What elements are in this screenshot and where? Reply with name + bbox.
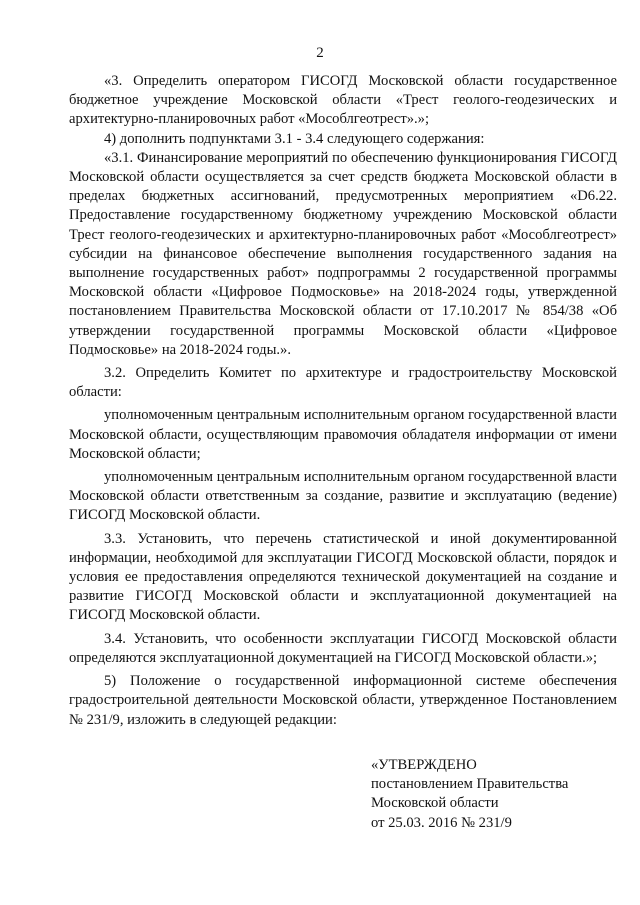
paragraph-operator: «3. Определить оператором ГИСОГД Московской области государственное бюджетное учреждение Московской области «Трест геолого-геодезических и архитектурно-планировочных работ «Мособлгеотрест».»; (69, 73, 617, 128)
paragraph-3-2-committee: 3.2. Определить Комитет по архитектуре и градостроительству Московской области: (69, 365, 617, 401)
paragraph-3-4-exploitation: 3.4. Установить, что особенности эксплуатации ГИСОГД Московской области определяются эксплуатационной документацией на ГИСОГД Московской области.»; (69, 630, 617, 666)
approval-block (371, 756, 621, 833)
paragraph-authorized-responsible: уполномоченным центральным исполнительным органом государственной власти Московской области ответственным за создание, развитие и эксплуатацию (ведение) ГИСОГД Московской области. (69, 469, 617, 524)
paragraph-3-3-information: 3.3. Установить, что перечень статистической и иной документированной информации, необходимой для эксплуатации ГИСОГД Московской области, порядок и условия ее предоставления определяются технической документацией на создание и развитие ГИСОГД Московской области и эксплуатационной документацией на ГИСОГД Московской области. (69, 530, 617, 624)
paragraph-add-subitems: 4) дополнить подпунктами 3.1 - 3.4 следующего содержания: (104, 130, 485, 147)
page-number: 2 (316, 45, 324, 61)
document-body (69, 72, 617, 730)
approval-issuer: постановлением Правительства (371, 776, 569, 793)
paragraph-3-1-financing: «3.1. Финансирование мероприятий по обеспечению функционирования ГИСОГД Московской области осуществляется за счет средств бюджета Московской области в пределах бюджетных ассигнований, предусмотренных мероприятием «D6.22. Предоставление государственному бюджетному учреждению Московской области Трест геолого-геодезических и архитектурно-планировочных работ «Мособлгеотрест» субсидии на финансовое обеспечение выполнения государственного задания на выполнение государственных работ» подпрограммы 2 государственной программы Московской области «Цифровое Подмосковье» на 2018-2024 годы, утвержденной постановлением Правительства Московской области от 17.10.2017 № 854/38 «Об утверждении государственной программы Московской области «Цифровое Подмосковье» на 2018-2024 годы.». (69, 149, 617, 358)
approval-region: Московской области (371, 795, 499, 812)
paragraph-authorized-owner: уполномоченным центральным исполнительным органом государственной власти Московской области, осуществляющим правомочия обладателя информации от имени Московской области; (69, 407, 617, 462)
paragraph-5-regulation: 5) Положение о государственной информационной системе обеспечения градостроительной деятельности Московской области, утвержденное Постановлением № 231/9, изложить в следующей редакции: (69, 673, 617, 728)
approval-title: «УТВЕРЖДЕНО (371, 757, 477, 773)
approval-date-number: от 25.03. 2016 № 231/9 (371, 814, 512, 831)
